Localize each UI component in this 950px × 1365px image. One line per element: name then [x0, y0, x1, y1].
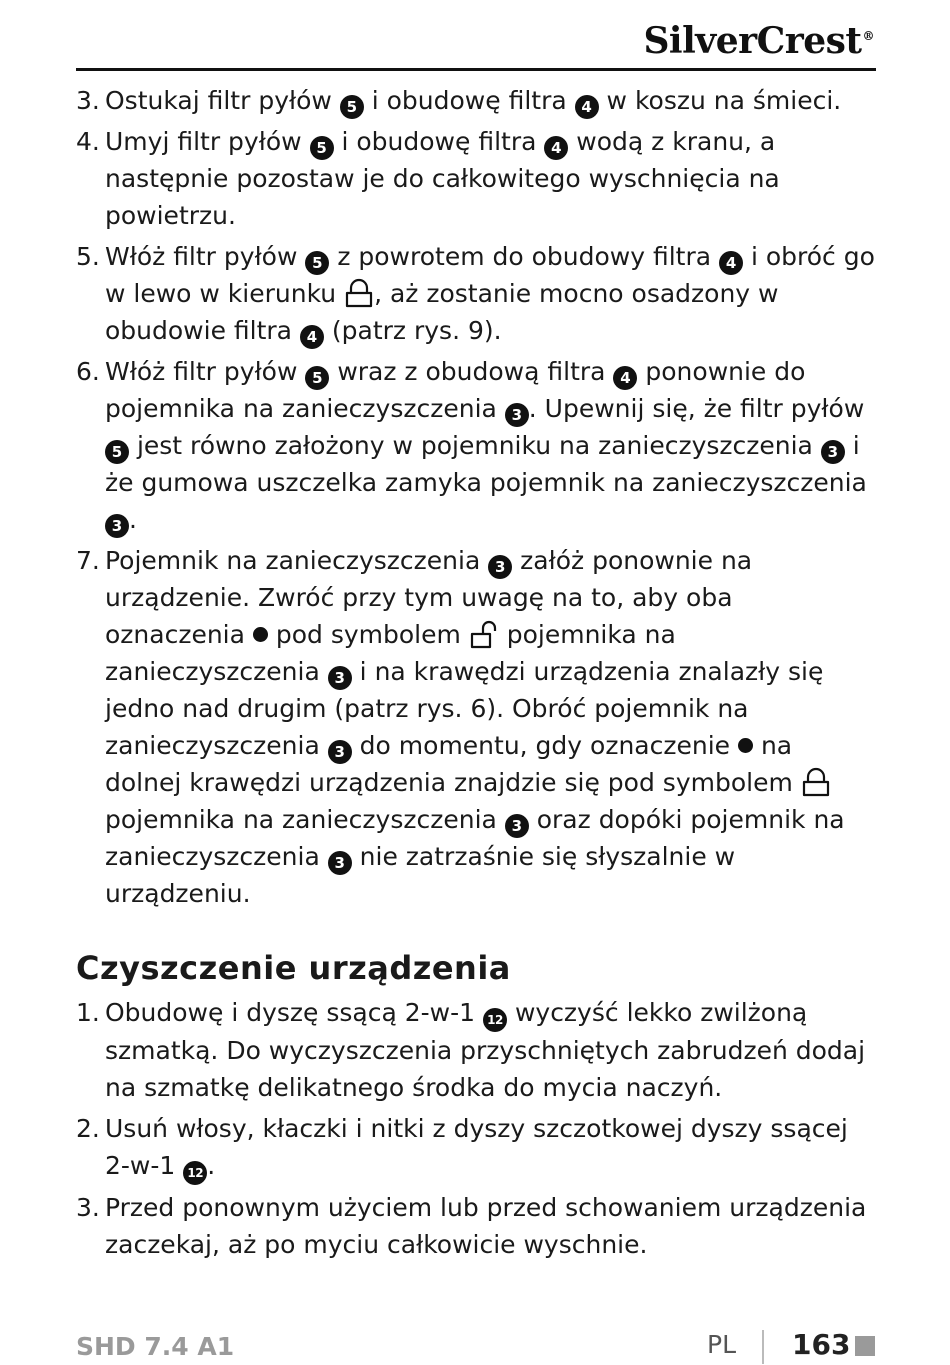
- instruction-list-cleaning: [76, 994, 876, 1263]
- item-text: Ostukaj filtr pyłów 5 i obudowę filtra 4 w koszu na śmieci.: [105, 82, 876, 119]
- alignment-dot-icon: [253, 627, 268, 642]
- footer-language: PL: [707, 1330, 737, 1359]
- part-number-badge: 3: [328, 851, 352, 875]
- header-rule: [76, 68, 876, 71]
- item-text: Usuń włosy, kłaczki i nitki z dyszy szczotkowej dyszy ssącej 2-w-1 12 .: [105, 1110, 876, 1185]
- list-item: [76, 123, 876, 234]
- lock-closed-icon: [801, 767, 831, 797]
- part-number-badge: 3: [488, 555, 512, 579]
- item-number: 3.: [76, 1193, 100, 1222]
- part-number-badge: 4: [544, 136, 568, 160]
- list-item: [76, 994, 876, 1106]
- part-number-badge: 3: [328, 740, 352, 764]
- list-item: [76, 1110, 876, 1185]
- item-number: 4.: [76, 127, 100, 156]
- part-number-badge: 3: [505, 403, 529, 427]
- list-item: [76, 1189, 876, 1263]
- part-number-badge: 12: [183, 1161, 207, 1185]
- page-number: 163: [792, 1328, 851, 1361]
- part-number-badge: 5: [310, 136, 334, 160]
- lock-closed-icon: [344, 278, 374, 308]
- section-title: Czyszczenie urządzenia: [76, 949, 511, 987]
- part-number-badge: 4: [300, 325, 324, 349]
- list-item: [76, 353, 876, 538]
- item-number: 2.: [76, 1114, 100, 1143]
- part-number-badge: 5: [305, 366, 329, 390]
- page-content: [76, 82, 876, 1267]
- item-text: Włóż filtr pyłów 5 z powrotem do obudowy filtra 4 i obróć go w lewo w kierunku , aż zostanie mocno osadzony w obudowie filtra 4 (patrz rys. 9).: [105, 238, 876, 349]
- list-item: [76, 542, 876, 912]
- part-number-badge: 12: [483, 1008, 507, 1032]
- brand-logo: [643, 20, 874, 62]
- item-text: Umyj filtr pyłów 5 i obudowę filtra 4 wodą z kranu, a następnie pozostaw je do całkowitego wyschnięcia na powietrzu.: [105, 127, 780, 230]
- part-number-badge: 3: [821, 440, 845, 464]
- item-number: 3.: [76, 86, 100, 115]
- alignment-dot-icon: [738, 738, 753, 753]
- item-text: Pojemnik na zanieczyszczenia 3 załóż ponownie na urządzenie. Zwróć przy tym uwagę na to, aby oba oznaczenia pod symbolem pojemnika na zanieczyszczenia 3 i na krawędzi urządzenia znalazły się jedno nad drugim (patrz rys. 6). Obróć pojemnik na zanieczyszczenia 3 do momentu, gdy oznaczenie na dolnej krawędzi urządzenia znajdzie się pod symbolem pojemnika na zanieczyszczenia 3 oraz dopóki pojemnik na zanieczyszczenia 3 nie zatrzaśnie się słyszalnie w urządzeniu.: [105, 546, 845, 908]
- item-text: Włóż filtr pyłów 5 wraz z obudową filtra 4 ponownie do pojemnika na zanieczyszczenia 3 . Upewnij się, że filtr pyłów 5 jest równo założony w pojemniku na zanieczyszczenia 3 i że gumowa uszczelka zamyka pojemnik na zanieczyszczenia 3 .: [105, 353, 876, 538]
- registered-mark: ®: [862, 29, 874, 43]
- part-number-badge: 3: [105, 514, 129, 538]
- footer-square-mark: [855, 1336, 875, 1356]
- part-number-badge: 5: [340, 95, 364, 119]
- list-item: [76, 238, 876, 349]
- item-number: 5.: [76, 242, 100, 271]
- item-number: 6.: [76, 357, 100, 386]
- part-number-badge: 3: [328, 666, 352, 690]
- part-number-badge: 5: [105, 440, 129, 464]
- item-text: Obudowę i dyszę ssącą 2-w-1 12 wyczyść lekko zwilżoną szmatką. Do wyczyszczenia przyschniętych zabrudzeń dodaj na szmatkę delikatnego środka do mycia naczyń.: [105, 998, 866, 1102]
- item-text: Przed ponownym użyciem lub przed schowaniem urządzenia zaczekaj, aż po myciu całkowicie wyschnie.: [105, 1193, 867, 1259]
- part-number-badge: 4: [613, 366, 637, 390]
- footer-separator: [762, 1330, 764, 1364]
- lock-open-icon: [469, 619, 499, 649]
- part-number-badge: 4: [719, 251, 743, 275]
- instruction-list-filter: [76, 82, 876, 912]
- part-number-badge: 3: [505, 814, 529, 838]
- list-item: [76, 82, 876, 119]
- brand-name: SilverCrest: [643, 20, 862, 62]
- item-number: 1.: [76, 998, 100, 1027]
- part-number-badge: 4: [575, 95, 599, 119]
- footer-model: SHD 7.4 A1: [76, 1332, 235, 1361]
- item-number: 7.: [76, 546, 100, 575]
- part-number-badge: 5: [305, 251, 329, 275]
